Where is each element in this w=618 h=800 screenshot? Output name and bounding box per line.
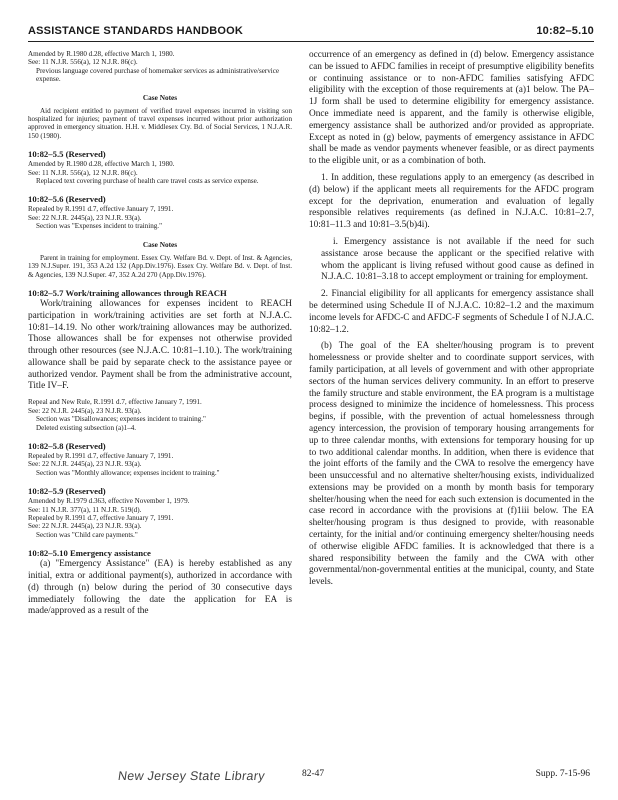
spacer — [28, 185, 292, 194]
history-line: Repealed by R.1991 d.7, effective January 7, 1991. — [28, 205, 174, 214]
section-body: (a) "Emergency Assistance" (EA) is hereby established as any initial, extra or additional payment(s), authorized in accordance with (d) through (n) below during the period of 30 consecutive days immediately following the date the application for EA is made/approved as a result of the — [28, 559, 292, 617]
history-line: Section was "Expenses incident to training." — [36, 222, 162, 231]
section-heading-5-8: 10:82–5.8 (Reserved) — [28, 440, 106, 451]
history-line: See: 22 N.J.R. 2445(a), 23 N.J.R. 93(a). — [28, 406, 142, 415]
history-line: See: 11 N.J.R. 556(a), 12 N.J.R. 86(c). — [28, 168, 138, 177]
history-line: Section was "Child care payments." — [36, 530, 138, 539]
history-line: Amended by R.1979 d.363, effective November 1, 1979. — [28, 497, 190, 506]
history-line: Section was "Monthly allowance; expenses incident to training." — [36, 468, 220, 477]
history-line: See: 11 N.J.R. 377(a), 11 N.J.R. 519(d). — [28, 505, 142, 514]
left-column — [28, 50, 292, 618]
history-line: See: 22 N.J.R. 2445(a), 23 N.J.R. 93(a). — [28, 213, 142, 222]
history-line: Section was "Disallowances; expenses incident to training." — [36, 415, 206, 424]
intro-history-line: Previous language covered purchase of homemaker services as administrative/service expense. — [36, 66, 280, 84]
history-line: Replaced text covering purchase of health care travel costs as service expense. — [36, 177, 259, 186]
paragraph: (b) The goal of the EA shelter/housing program is to prevent homelessness or provide shelter and to coordinate support services, with family participation, at all levels of government and with other appropriate sectors of the human services delivery community. In an effort to preserve the family structure and stable environment, the EA program is a multistage process designed to minimize the incidence of homelessness. This process begins, if possible, with the prevention of actual homelessness through agency intercession, the provision of temporary housing arrangements for up to three calendar months, with extensions for temporary housing for up to two additional calendar months. In addition, when there is evidence that the joint efforts of the family and the CWA to resolve the emergency have been unsuccessful and no alternative shelter/housing exists, individualized extensions may be provided on a month by month basis for temporary shelter/housing when the need for each such extension is documented in the case record in accordance with the provisions at (f)1iii below. The EA shelter/housing program is thus designed to provide, with reasonable certainty, for the initial and/or continuing emergency shelter/housing needs of otherwise eligible AFDC families. It is acknowledged that there is a shared responsibility between the family and the CWA with other governmental/non-governmental entities at the municipal, county, and State levels. — [309, 341, 594, 588]
history-line: Repeal and New Rule, R.1991 d.7, effective January 7, 1991. — [28, 398, 202, 407]
spacer — [28, 140, 292, 149]
section-heading-5-5: 10:82–5.5 (Reserved) — [28, 149, 106, 160]
history-line: Repealed by R.1991 d.7, effective January 7, 1991. — [28, 451, 174, 460]
paragraph: occurrence of an emergency as defined in (d) below. Emergency assistance can be issued to AFDC families in receipt of presumptive eligibility benefits or continuing assistance or to non-AFDC families satisfying AFDC eligibility with the exception of those requirements at (a)1 below. The PA–1J form shall be used to determine eligibility for emergency assistance. Once immediate need is apparent, and the family is otherwise eligible, emergency assistance shall be authorized and/or provided as appropriate. Except as noted in (g) below, payments of emergency assistance in AFDC shall be made as vendor payments whenever feasible, or as direct payments to the eligible unit, or as a combination of both. — [309, 50, 594, 167]
case-notes-heading: Case Notes — [142, 239, 178, 249]
case-note-text: Parent in training for employment. Essex Cty. Welfare Bd. v. Dept. of Inst. & Agencies, 139 N.J.Super. 191, 353 A.2d 132 (App.Div.1976). Essex Cty. Welfare Bd. v. Dept. of Inst. & Agencies, 139 N.J.Super. 47, 352 A.2d 270 (App.Div.1976). — [28, 253, 292, 279]
history-line: Deleted existing subsection (a)1–4. — [36, 423, 137, 432]
section-heading-5-10: 10:82–5.10 Emergency assistance — [28, 548, 151, 559]
spacer — [28, 279, 292, 288]
intro-history-line: See: 11 N.J.R. 556(a), 12 N.J.R. 86(c). — [28, 58, 138, 67]
history-line: Amended by R.1980 d.28, effective March 1, 1980. — [28, 160, 175, 169]
right-column — [309, 50, 594, 589]
history-line: See: 22 N.J.R. 2445(a), 23 N.J.R. 93(a). — [28, 522, 142, 531]
spacer — [28, 477, 292, 486]
library-stamp: New Jersey State Library — [117, 769, 266, 783]
paragraph: 1. In addition, these regulations apply to an emergency (as described in (d) below) if the applicant meets all requirements for the AFDC program except for the deprivation, enumeration and evaluation of legally responsible relatives requirements (as defined in N.J.A.C. 10:81–2.7, 10:81–11.3 and 10:81–3.5(b)4i). — [309, 172, 594, 231]
intro-history-line: Amended by R.1980 d.28, effective March 1, 1980. — [28, 50, 175, 58]
section-heading-5-6: 10:82–5.6 (Reserved) — [28, 194, 106, 205]
section-heading-5-7: 10:82–5.7 Work/training allowances through REACH — [28, 287, 227, 298]
paragraph: 2. Financial eligibility for all applicants for emergency assistance shall be determined using Schedule II of N.J.A.C. 10:82–1.2 and the maximum income levels for AFDC-C and AFDC-F segments of Schedule I of N.J.A.C. 10:82–1.2. — [309, 289, 594, 335]
spacer — [28, 84, 292, 93]
case-note-text: Aid recipient entitled to payment of verified travel expenses incurred in visiting son hospitalized for injuries; payment of travel expenses incurred without prior authorization approved in emergency situation. H.H. v. Middlesex Cty. Bd. of Social Services, 1 N.J.A.R. 150 (1980). — [28, 106, 292, 140]
supplement-date: Supp. 7-15-96 — [535, 769, 590, 779]
case-notes-heading: Case Notes — [142, 92, 178, 102]
running-header-title: ASSISTANCE STANDARDS HANDBOOK — [28, 25, 244, 37]
spacer — [28, 231, 292, 240]
section-body: Work/training allowances for expenses incident to REACH participation in work/training activities are set forth at N.J.A.C. 10:81–14.19. No other work/training allowances may be authorized. Those allowances shall be for expenses not otherwise provided through other resources (see N.J.A.C. 10:81–1.10.). The work/training allowance shall be paid by separate check to the assistance payee or authorized vendor. Payment shall be from the administrative account, Title IV–F. — [28, 298, 292, 392]
page-number: 82-47 — [302, 769, 325, 779]
running-header-section: 10:82–5.10 — [536, 25, 594, 37]
paragraph: i. Emergency assistance is not available if the need for such assistance arose because the applicant or the specified relative with whom the applicant is living refused without good cause as defined in N.J.A.C. 10:81–3.18 to accept employment or training for employment. — [321, 236, 594, 283]
spacer — [28, 539, 292, 548]
section-heading-5-9: 10:82–5.9 (Reserved) — [28, 486, 106, 497]
spacer — [28, 432, 292, 441]
history-line: Repealed by R.1991 d.7, effective January 7, 1991. — [28, 513, 174, 522]
header-rule — [28, 41, 594, 42]
history-line: See: 22 N.J.R. 2445(a), 23 N.J.R. 93(a). — [28, 460, 142, 469]
